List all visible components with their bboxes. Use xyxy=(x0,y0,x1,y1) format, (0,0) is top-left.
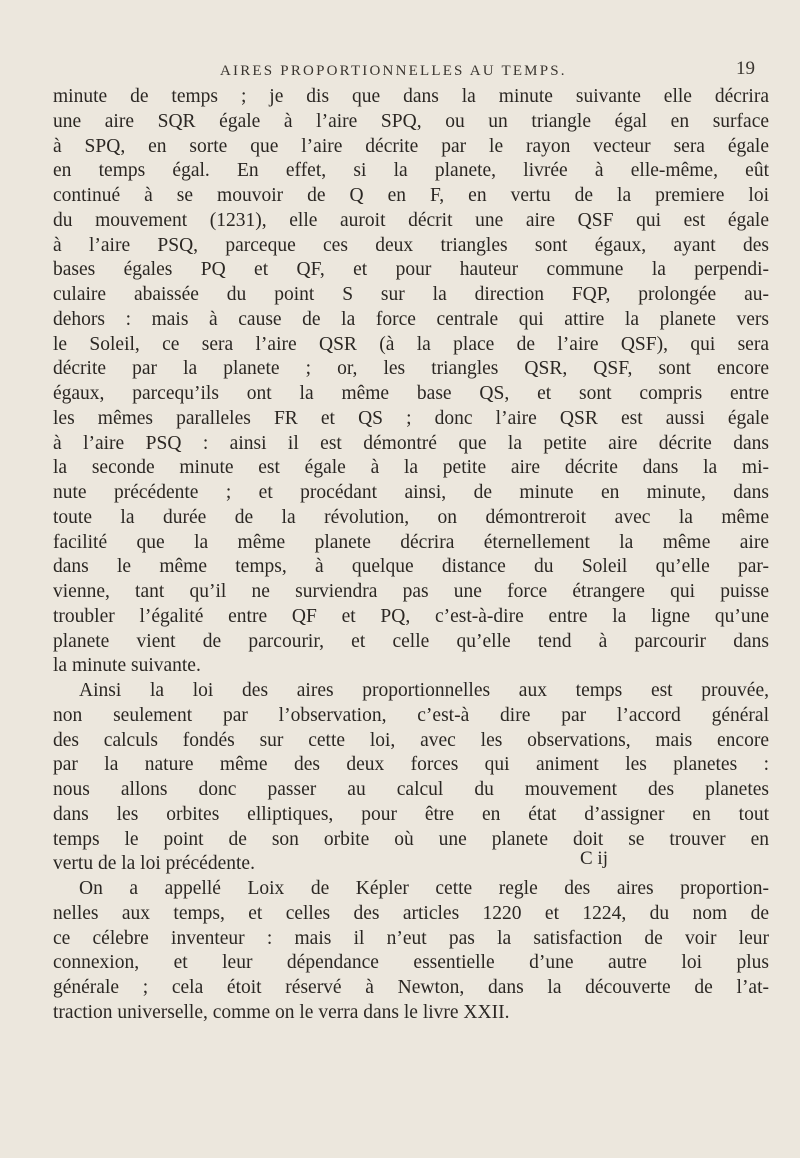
text-line: une aire SQR égale à l’aire SPQ, ou un triangle égal en surface xyxy=(53,110,769,132)
text-line: des calculs fondés sur cette loi, avec les observations, mais encore xyxy=(53,729,769,751)
text-line: On a appellé Loix de Képler cette regle des aires proportion- xyxy=(79,878,769,899)
body-text xyxy=(53,85,769,1026)
text-line: ce célebre inventeur : mais il n’eut pas la satisfaction de voir leur xyxy=(53,927,769,949)
text-line: non seulement par l’observation, c’est-à dire par l’accord général xyxy=(53,704,769,726)
running-head: AIRES PROPORTIONNELLES AU TEMPS. xyxy=(220,63,567,79)
text-line: les mêmes paralleles FR et QS ; donc l’aire QSR est aussi égale xyxy=(53,407,769,429)
text-line: du mouvement (1231), elle auroit décrit une aire QSF qui est égale xyxy=(53,209,769,231)
text-line: facilité que la même planete décrira éternellement la même aire xyxy=(53,531,769,553)
text-line: traction universelle, comme on le verra dans le livre XXII. xyxy=(53,1001,510,1023)
text-line: troubler l’égalité entre QF et PQ, c’est-à-dire entre la ligne qu’une xyxy=(53,605,769,627)
text-line: connexion, et leur dépendance essentielle d’une autre loi plus xyxy=(53,952,769,974)
page-number: 19 xyxy=(736,58,755,79)
text-line: continué à se mouvoir de Q en F, en vertu de la premiere loi xyxy=(53,185,769,206)
text-line: à l’aire PSQ, parceque ces deux triangles sont égaux, ayant des xyxy=(53,234,769,256)
text-line: toute la durée de la révolution, on démontreroit avec la même xyxy=(53,506,769,528)
text-line: décrite par la planete ; or, les triangles QSR, QSF, sont encore xyxy=(53,358,769,380)
text-line: Ainsi la loi des aires proportionnelles aux temps est prouvée, xyxy=(79,680,769,701)
text-line: planete vient de parcourir, et celle qu’elle tend à parcourir dans xyxy=(53,630,769,652)
text-line: nute précédente ; et procédant ainsi, de minute en minute, dans xyxy=(53,482,769,503)
text-line: culaire abaissée du point S sur la direction FQP, prolongée au- xyxy=(53,284,769,305)
text-line: vertu de la loi précédente. xyxy=(53,853,255,875)
text-line: bases égales PQ et QF, et pour hauteur commune la perpendi- xyxy=(53,259,769,281)
text-line: temps le point de son orbite où une planete doit se trouver en xyxy=(53,828,769,850)
text-line: égaux, parcequ’ils ont la même base QS, et sont compris entre xyxy=(53,383,769,404)
text-line: minute de temps ; je dis que dans la minute suivante elle décrira xyxy=(53,86,769,107)
text-line: par la nature même des deux forces qui animent les planetes : xyxy=(53,754,769,776)
text-line: la minute suivante. xyxy=(53,655,201,677)
text-line: à l’aire PSQ : ainsi il est démontré que la petite aire décrite dans xyxy=(53,432,769,454)
text-line: nelles aux temps, et celles des articles 1220 et 1224, du nom de xyxy=(53,902,769,924)
text-line: dehors : mais à cause de la force centrale qui attire la planete vers xyxy=(53,308,769,330)
signature-mark: C ij xyxy=(580,848,608,869)
text-line: la seconde minute est égale à la petite aire décrite dans la mi- xyxy=(53,457,769,479)
text-line: dans le même temps, à quelque distance du Soleil qu’elle par- xyxy=(53,556,769,578)
text-line: générale ; cela étoit réservé à Newton, dans la découverte de l’at- xyxy=(53,977,769,998)
text-line: nous allons donc passer au calcul du mouvement des planetes xyxy=(53,779,769,800)
text-line: dans les orbites elliptiques, pour être en état d’assigner en tout xyxy=(53,803,769,825)
text-line: vienne, tant qu’il ne surviendra pas une force étrangere qui puisse xyxy=(53,581,769,602)
text-line: en temps égal. En effet, si la planete, livrée à elle-même, eût xyxy=(53,160,769,182)
text-line: à SPQ, en sorte que l’aire décrite par le rayon vecteur sera égale xyxy=(53,135,769,157)
text-line: le Soleil, ce sera l’aire QSR (à la place de l’aire QSF), qui sera xyxy=(53,333,769,355)
